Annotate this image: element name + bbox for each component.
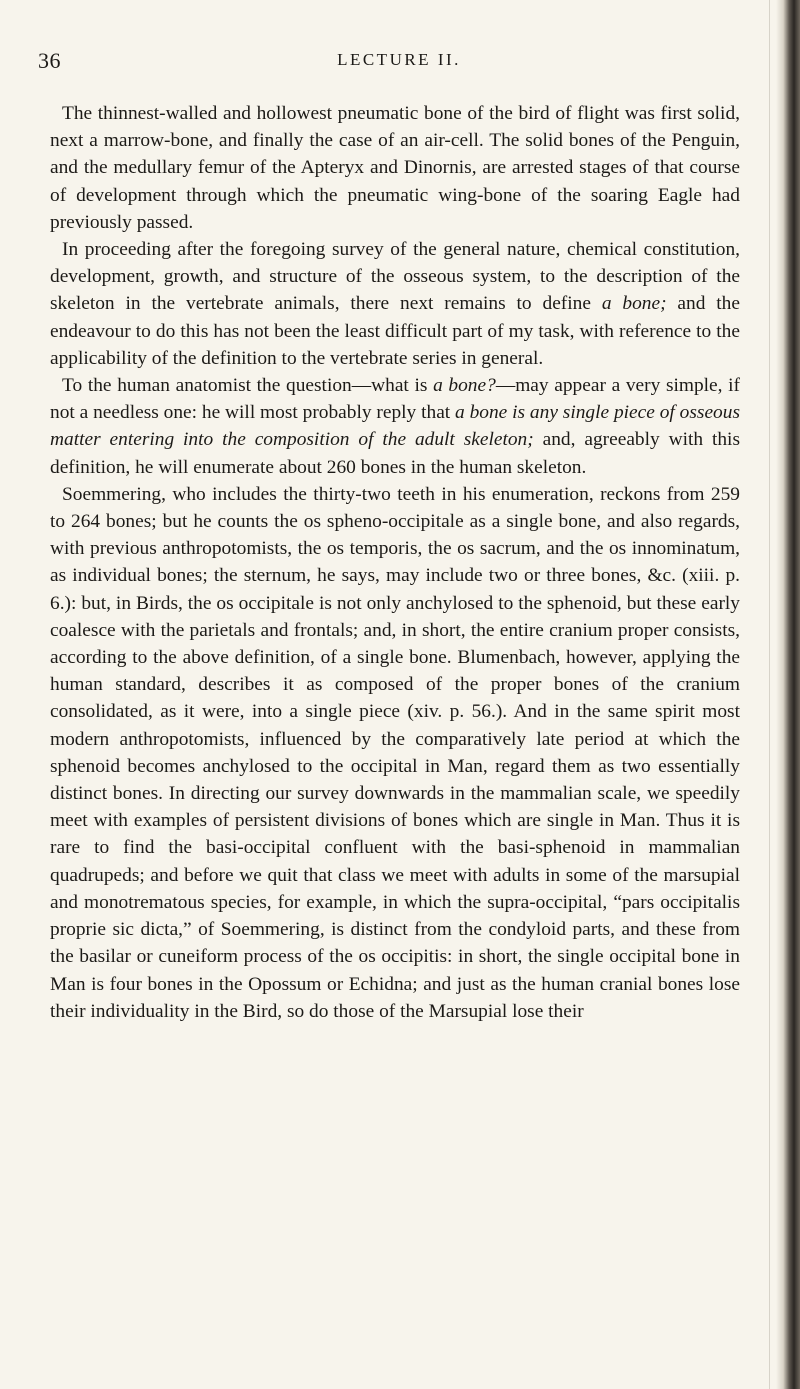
- paragraph-2: [50, 236, 740, 372]
- paragraph-2-italic-a: a bone;: [601, 293, 667, 315]
- paragraph-3-text-c: and, agreeably with this definition, he will enumerate about 260 bones in the human skeleton.: [50, 429, 740, 478]
- paragraph-3: [50, 372, 740, 481]
- paragraph-3-italic-b: a bone is any single piece of osseous matter entering into the composition of the adult skeleton;: [50, 402, 740, 451]
- paragraph-2-text-b: and the endeavour to do this has not been the least difficult part of my task, with reference to the applicability of the definition to the vertebrate series in general.: [50, 293, 740, 369]
- paragraph-3-italic-a: a bone?: [433, 375, 496, 397]
- paragraph-1-text: The thinnest-walled and hollowest pneumatic bone of the bird of flight was first solid, next a marrow-bone, and finally the case of an air-cell. The solid bones of the Penguin, and the medullary femur of the Apteryx and Dinornis, are arrested stages of that course of development through which the pneumatic wing-bone of the soaring Eagle had previously passed.: [50, 103, 740, 233]
- paragraph-4-text: Soemmering, who includes the thirty-two teeth in his enumeration, reckons from 259 to 264 bones; but he counts the os spheno-occipitale as a single bone, and also regards, with previous anthropotomists, the os temporis, the os sacrum, and the os innominatum, as individual bones; the sternum, he says, may include two or three bones, &c. (xiii. p. 6.): but, in Birds, the os occipitale is not only anchylosed to the sphenoid, but these early coalesce with the parietals and frontals; and, in short, the entire cranium proper consists, according to the above definition, of a single bone. Blumenbach, however, applying the human standard, describes it as composed of the proper bones of the cranium consolidated, as it were, into a single piece (xiv. p. 56.). And in the same spirit most modern anthropotomists, influenced by the comparatively late period at which the sphenoid becomes anchylosed to the occipital in Man, regard them as two essentially distinct bones. In directing our survey downwards in the mammalian scale, we speedily meet with examples of persistent divisions of bones which are single in Man. Thus it is rare to find the basi-occipital confluent with the basi-sphenoid in mammalian quadrupeds; and before we quit that class we meet with adults in some of the marsupial and monotrematous species, for example, in which the supra-occipital, “pars occipitalis proprie sic dicta,” of Soemmering, is distinct from the condyloid parts, and these from the basilar or cuneiform process of the os occipitis: in short, the single occipital bone in Man is four bones in the Opossum or Echidna; and just as the human cranial bones lose their individuality in the Bird, so do those of the Marsupial lose their: [50, 483, 740, 1022]
- paragraph-1: [50, 100, 740, 236]
- paragraph-4: [50, 481, 740, 1025]
- paragraph-3-text-a: To the human anatomist the question—what is: [62, 375, 434, 397]
- binding-gutter: [776, 0, 800, 1389]
- body-text: [50, 100, 740, 1025]
- page-number: 36: [38, 48, 61, 73]
- paragraph-2-text-a: In proceeding after the foregoing survey of the general nature, chemical constitution, development, growth, and structure of the osseous system, to the description of the skeleton in the vertebrate animals, there next remains to define: [50, 239, 740, 315]
- binding-shadow-line: [769, 0, 770, 1389]
- running-head: LECTURE II.: [337, 50, 461, 69]
- page-header: [38, 48, 760, 78]
- paragraph-3-text-b: —may appear a very simple, if not a needless one: he will most probably reply that: [50, 375, 740, 424]
